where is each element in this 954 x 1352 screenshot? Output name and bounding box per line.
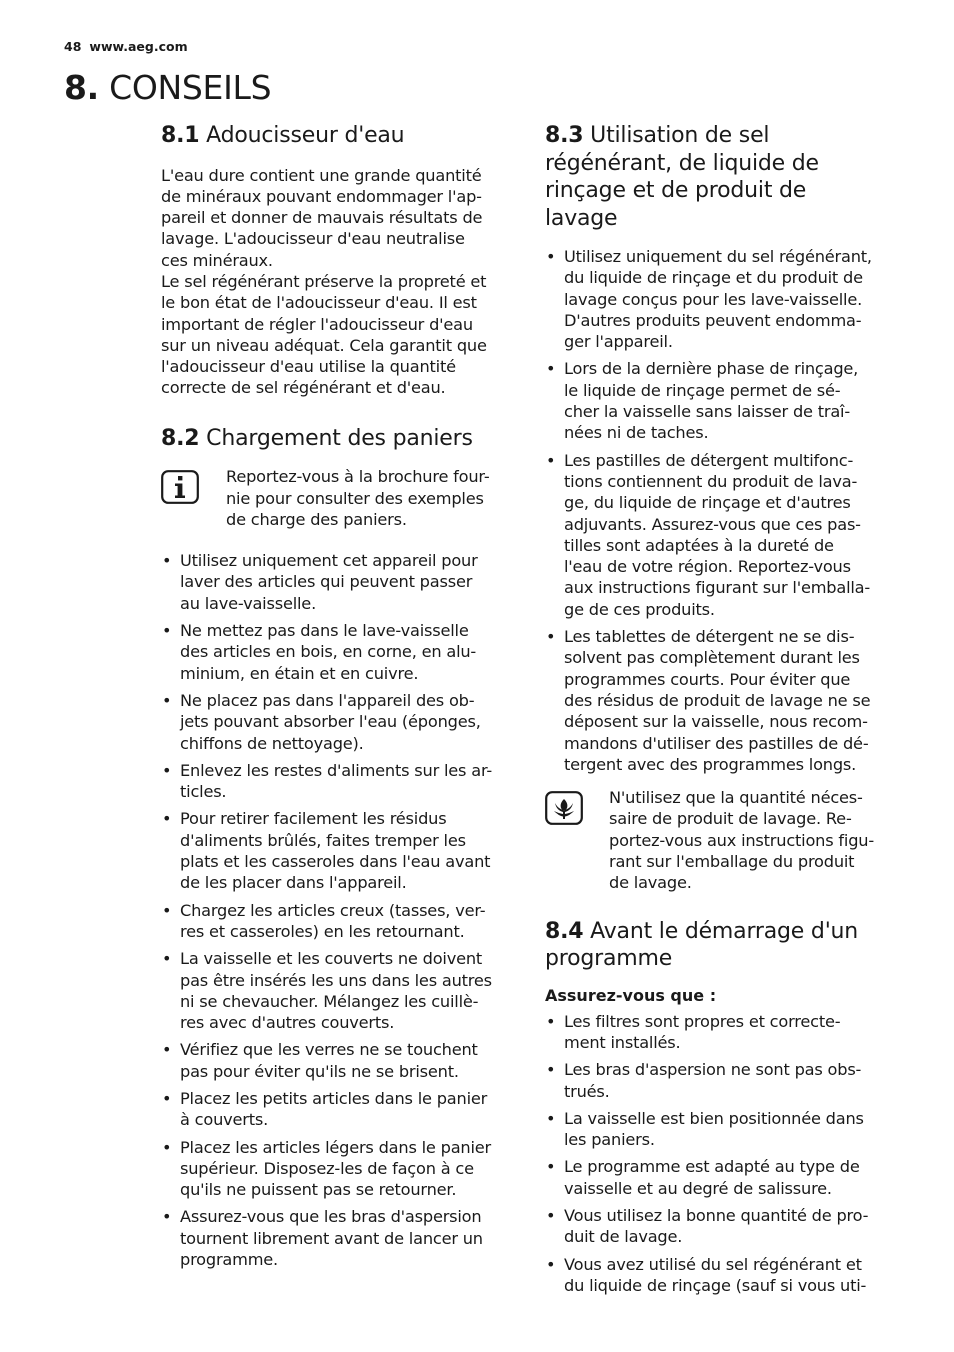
list-item-line: • Vous utilisez la bonne quantité de pro- bbox=[564, 1205, 869, 1225]
list-item bbox=[161, 550, 516, 614]
list-item bbox=[161, 620, 516, 684]
list-item bbox=[545, 1156, 901, 1199]
list-item-line: d'aliments brûlés, faites tremper les bbox=[180, 830, 466, 850]
body-line: correcte de sel régénérant et d'eau. bbox=[161, 378, 446, 398]
section-8-2-title: Chargement des paniers bbox=[206, 425, 473, 451]
section-8-4-heading bbox=[545, 918, 901, 973]
list-item-line: ge de ces produits. bbox=[564, 599, 715, 619]
note-line: de charge des paniers. bbox=[226, 509, 407, 529]
list-item-line: • La vaisselle est bien positionnée dans bbox=[564, 1108, 864, 1128]
section-8-4-title-line: programme bbox=[545, 946, 673, 972]
chapter-number: 8. bbox=[64, 68, 99, 107]
body-line: pareil et donner de mauvais résultats de bbox=[161, 208, 483, 228]
list-item-line: pas être insérés les uns dans les autres bbox=[180, 970, 492, 990]
environment-note bbox=[545, 787, 901, 893]
info-note bbox=[161, 466, 516, 530]
list-item-line: tournent librement avant de lancer un bbox=[180, 1228, 483, 1248]
note-line: saire de produit de lavage. Re- bbox=[609, 809, 852, 829]
list-item-line: du liquide de rinçage (sauf si vous uti- bbox=[564, 1275, 867, 1295]
list-item-line: chiffons de nettoyage). bbox=[180, 733, 364, 753]
body-line: important de régler l'adoucisseur d'eau bbox=[161, 314, 473, 334]
list-item-line: • Chargez les articles creux (tasses, ver- bbox=[180, 900, 486, 920]
chapter-title bbox=[64, 66, 271, 110]
environment-note-text bbox=[609, 787, 901, 893]
list-item-line: supérieur. Disposez-les de façon à ce bbox=[180, 1158, 474, 1178]
list-item-line: nées ni de taches. bbox=[564, 423, 709, 443]
list-item bbox=[161, 1137, 516, 1201]
products-bullet-list bbox=[545, 246, 901, 775]
list-item bbox=[161, 808, 516, 893]
body-line: Le sel régénérant préserve la propreté et bbox=[161, 271, 487, 291]
list-item-line: • Utilisez uniquement cet appareil pour bbox=[180, 551, 478, 571]
list-item bbox=[545, 358, 901, 443]
section-8-3-title-line: rinçage et de produit de bbox=[545, 178, 807, 203]
list-item-line: • Les pastilles de détergent multifonc- bbox=[564, 450, 854, 470]
list-item-line: programmes courts. Pour éviter que bbox=[564, 669, 851, 689]
list-item-line: vaisselle et au degré de salissure. bbox=[564, 1178, 832, 1198]
list-item-line: • Les tablettes de détergent ne se dis- bbox=[564, 627, 855, 647]
list-item-line: les paniers. bbox=[564, 1130, 655, 1150]
list-item-line: • Ne placez pas dans l'appareil des ob- bbox=[180, 690, 475, 710]
list-item-line: ni se chevaucher. Mélangez les cuillè- bbox=[180, 991, 479, 1011]
list-item-line: • Pour retirer facilement les résidus bbox=[180, 809, 447, 829]
note-line: portez-vous aux instructions figu- bbox=[609, 830, 874, 850]
list-item-line: tergent avec des programmes longs. bbox=[564, 754, 857, 774]
list-item bbox=[545, 1205, 901, 1248]
list-item-line: • La vaisselle et les couverts ne doivent bbox=[180, 949, 483, 969]
list-item-line: • Utilisez uniquement du sel régénérant, bbox=[564, 247, 872, 266]
body-line: l'adoucisseur d'eau utilise la quantité bbox=[161, 357, 456, 377]
list-item-line: lavage conçus pour les lave-vaisselle. bbox=[564, 289, 863, 309]
section-8-3-number: 8.3 bbox=[545, 123, 584, 148]
list-item-line: • Assurez-vous que les bras d'aspersion bbox=[180, 1207, 482, 1227]
section-8-2-number: 8.2 bbox=[161, 425, 200, 451]
list-item bbox=[161, 948, 516, 1033]
list-item-line: ment installés. bbox=[564, 1032, 681, 1052]
body-line: le bon état de l'adoucisseur d'eau. Il est bbox=[161, 293, 477, 313]
list-item bbox=[161, 1039, 516, 1082]
list-item-line: adjuvants. Assurez-vous que ces pas- bbox=[564, 514, 861, 534]
list-item bbox=[545, 1011, 901, 1054]
list-item-line: plats et les casseroles dans l'eau avant bbox=[180, 852, 491, 872]
list-item bbox=[161, 1088, 516, 1131]
checklist-bullet-list bbox=[545, 1011, 901, 1297]
list-item-line: du liquide de rinçage et du produit de bbox=[564, 268, 863, 288]
list-item-line: à couverts. bbox=[180, 1110, 269, 1130]
list-item-line: tions contiennent du produit de lava- bbox=[564, 471, 858, 491]
list-item-line: programme. bbox=[180, 1250, 278, 1270]
list-item-line: • Placez les articles légers dans le panier bbox=[180, 1137, 491, 1157]
list-item bbox=[545, 1059, 901, 1102]
checklist-subheading: Assurez-vous que : bbox=[545, 985, 717, 1005]
list-item bbox=[161, 900, 516, 943]
section-8-3-title-line: lavage bbox=[545, 205, 618, 231]
list-item bbox=[545, 1254, 901, 1297]
section-8-1-number: 8.1 bbox=[161, 123, 200, 148]
note-line: Reportez-vous à la brochure four- bbox=[226, 467, 490, 487]
list-item-line: qu'ils ne puissent pas se retourner. bbox=[180, 1180, 457, 1200]
section-8-4-title-line: Avant le démarrage d'un bbox=[590, 918, 859, 944]
list-item-line: tilles sont adaptées à la dureté de bbox=[564, 535, 834, 555]
list-item-line: jets pouvant absorber l'eau (éponges, bbox=[180, 712, 481, 732]
list-item-line: mandons d'utiliser des pastilles de dé- bbox=[564, 733, 869, 753]
list-item-line: res et casseroles) en les retournant. bbox=[180, 921, 465, 941]
list-item-line: au lave-vaisselle. bbox=[180, 593, 317, 613]
section-8-1-heading bbox=[161, 122, 516, 150]
section-8-3-heading bbox=[545, 122, 901, 232]
website-url: www.aeg.com bbox=[89, 39, 188, 54]
list-item-line: des résidus de produit de lavage ne se bbox=[564, 690, 871, 710]
body-line: lavage. L'adoucisseur d'eau neutralise bbox=[161, 229, 465, 249]
list-item-line: solvent pas complètement durant les bbox=[564, 648, 860, 668]
info-icon bbox=[161, 470, 199, 508]
list-item-line: • Vous avez utilisé du sel régénérant et bbox=[564, 1254, 862, 1274]
chapter-name: CONSEILS bbox=[109, 68, 272, 107]
section-8-1-body bbox=[161, 165, 516, 399]
list-item-line: le liquide de rinçage permet de sé- bbox=[564, 380, 841, 400]
list-item bbox=[161, 1206, 516, 1270]
list-item-line: pas pour éviter qu'ils ne se brisent. bbox=[180, 1061, 459, 1081]
list-item bbox=[545, 246, 901, 352]
right-column bbox=[545, 122, 901, 1302]
list-item bbox=[161, 760, 516, 803]
list-item-line: res avec d'autres couverts. bbox=[180, 1013, 395, 1033]
section-8-4-number: 8.4 bbox=[545, 918, 584, 944]
loading-bullet-list bbox=[161, 550, 516, 1270]
list-item-line: • Enlevez les restes d'aliments sur les ar- bbox=[180, 760, 493, 780]
page-number: 48 bbox=[64, 39, 82, 54]
section-8-3-title-line: Utilisation de sel bbox=[590, 123, 770, 148]
list-item-line: aux instructions figurant sur l'emballa- bbox=[564, 578, 871, 598]
left-column bbox=[161, 122, 516, 1276]
list-item-line: laver des articles qui peuvent passer bbox=[180, 572, 473, 592]
list-item-line: cher la vaisselle sans laisser de traî- bbox=[564, 402, 850, 422]
list-item-line: • Placez les petits articles dans le panier bbox=[180, 1088, 488, 1108]
body-line: de minéraux pouvant endommager l'ap- bbox=[161, 186, 482, 206]
list-item-line: trués. bbox=[564, 1081, 610, 1101]
list-item-line: ge, du liquide de rinçage et d'autres bbox=[564, 493, 851, 513]
list-item-line: • Le programme est adapté au type de bbox=[564, 1157, 860, 1177]
list-item-line: ticles. bbox=[180, 782, 227, 802]
note-line: de lavage. bbox=[609, 873, 692, 893]
list-item-line: l'eau de votre région. Reportez-vous bbox=[564, 557, 851, 577]
list-item-line: • Les filtres sont propres et correcte- bbox=[564, 1011, 841, 1031]
page-header bbox=[64, 39, 188, 54]
body-line: sur un niveau adéquat. Cela garantit que bbox=[161, 335, 487, 355]
note-line: rant sur l'emballage du produit bbox=[609, 852, 855, 872]
list-item-line: duit de lavage. bbox=[564, 1227, 683, 1247]
list-item-line: D'autres produits peuvent endomma- bbox=[564, 310, 862, 330]
body-line: L'eau dure contient une grande quantité bbox=[161, 165, 482, 185]
note-line: nie pour consulter des exemples bbox=[226, 488, 484, 508]
list-item-line: ger l'appareil. bbox=[564, 332, 673, 352]
list-item bbox=[545, 450, 901, 620]
list-item-line: minium, en étain et en cuivre. bbox=[180, 663, 419, 683]
section-8-1-title: Adoucisseur d'eau bbox=[206, 123, 405, 148]
info-note-text bbox=[226, 466, 516, 530]
list-item-line: • Lors de la dernière phase de rinçage, bbox=[564, 359, 859, 379]
list-item-line: • Les bras d'aspersion ne sont pas obs- bbox=[564, 1060, 862, 1080]
environment-icon bbox=[545, 791, 583, 829]
list-item-line: déposent sur la vaisselle, nous recom- bbox=[564, 712, 868, 732]
list-item bbox=[545, 626, 901, 775]
list-item-line: • Vérifiez que les verres ne se touchent bbox=[180, 1040, 478, 1060]
list-item bbox=[161, 690, 516, 754]
note-line: N'utilisez que la quantité néces- bbox=[609, 788, 863, 808]
list-item-line: • Ne mettez pas dans le lave-vaisselle bbox=[180, 621, 469, 641]
section-8-2-heading bbox=[161, 425, 516, 453]
list-item-line: de les placer dans l'appareil. bbox=[180, 873, 407, 893]
list-item bbox=[545, 1108, 901, 1151]
body-line: ces minéraux. bbox=[161, 250, 273, 270]
section-8-3-title-line: régénérant, de liquide de bbox=[545, 150, 819, 176]
list-item-line: des articles en bois, en corne, en alu- bbox=[180, 642, 477, 662]
